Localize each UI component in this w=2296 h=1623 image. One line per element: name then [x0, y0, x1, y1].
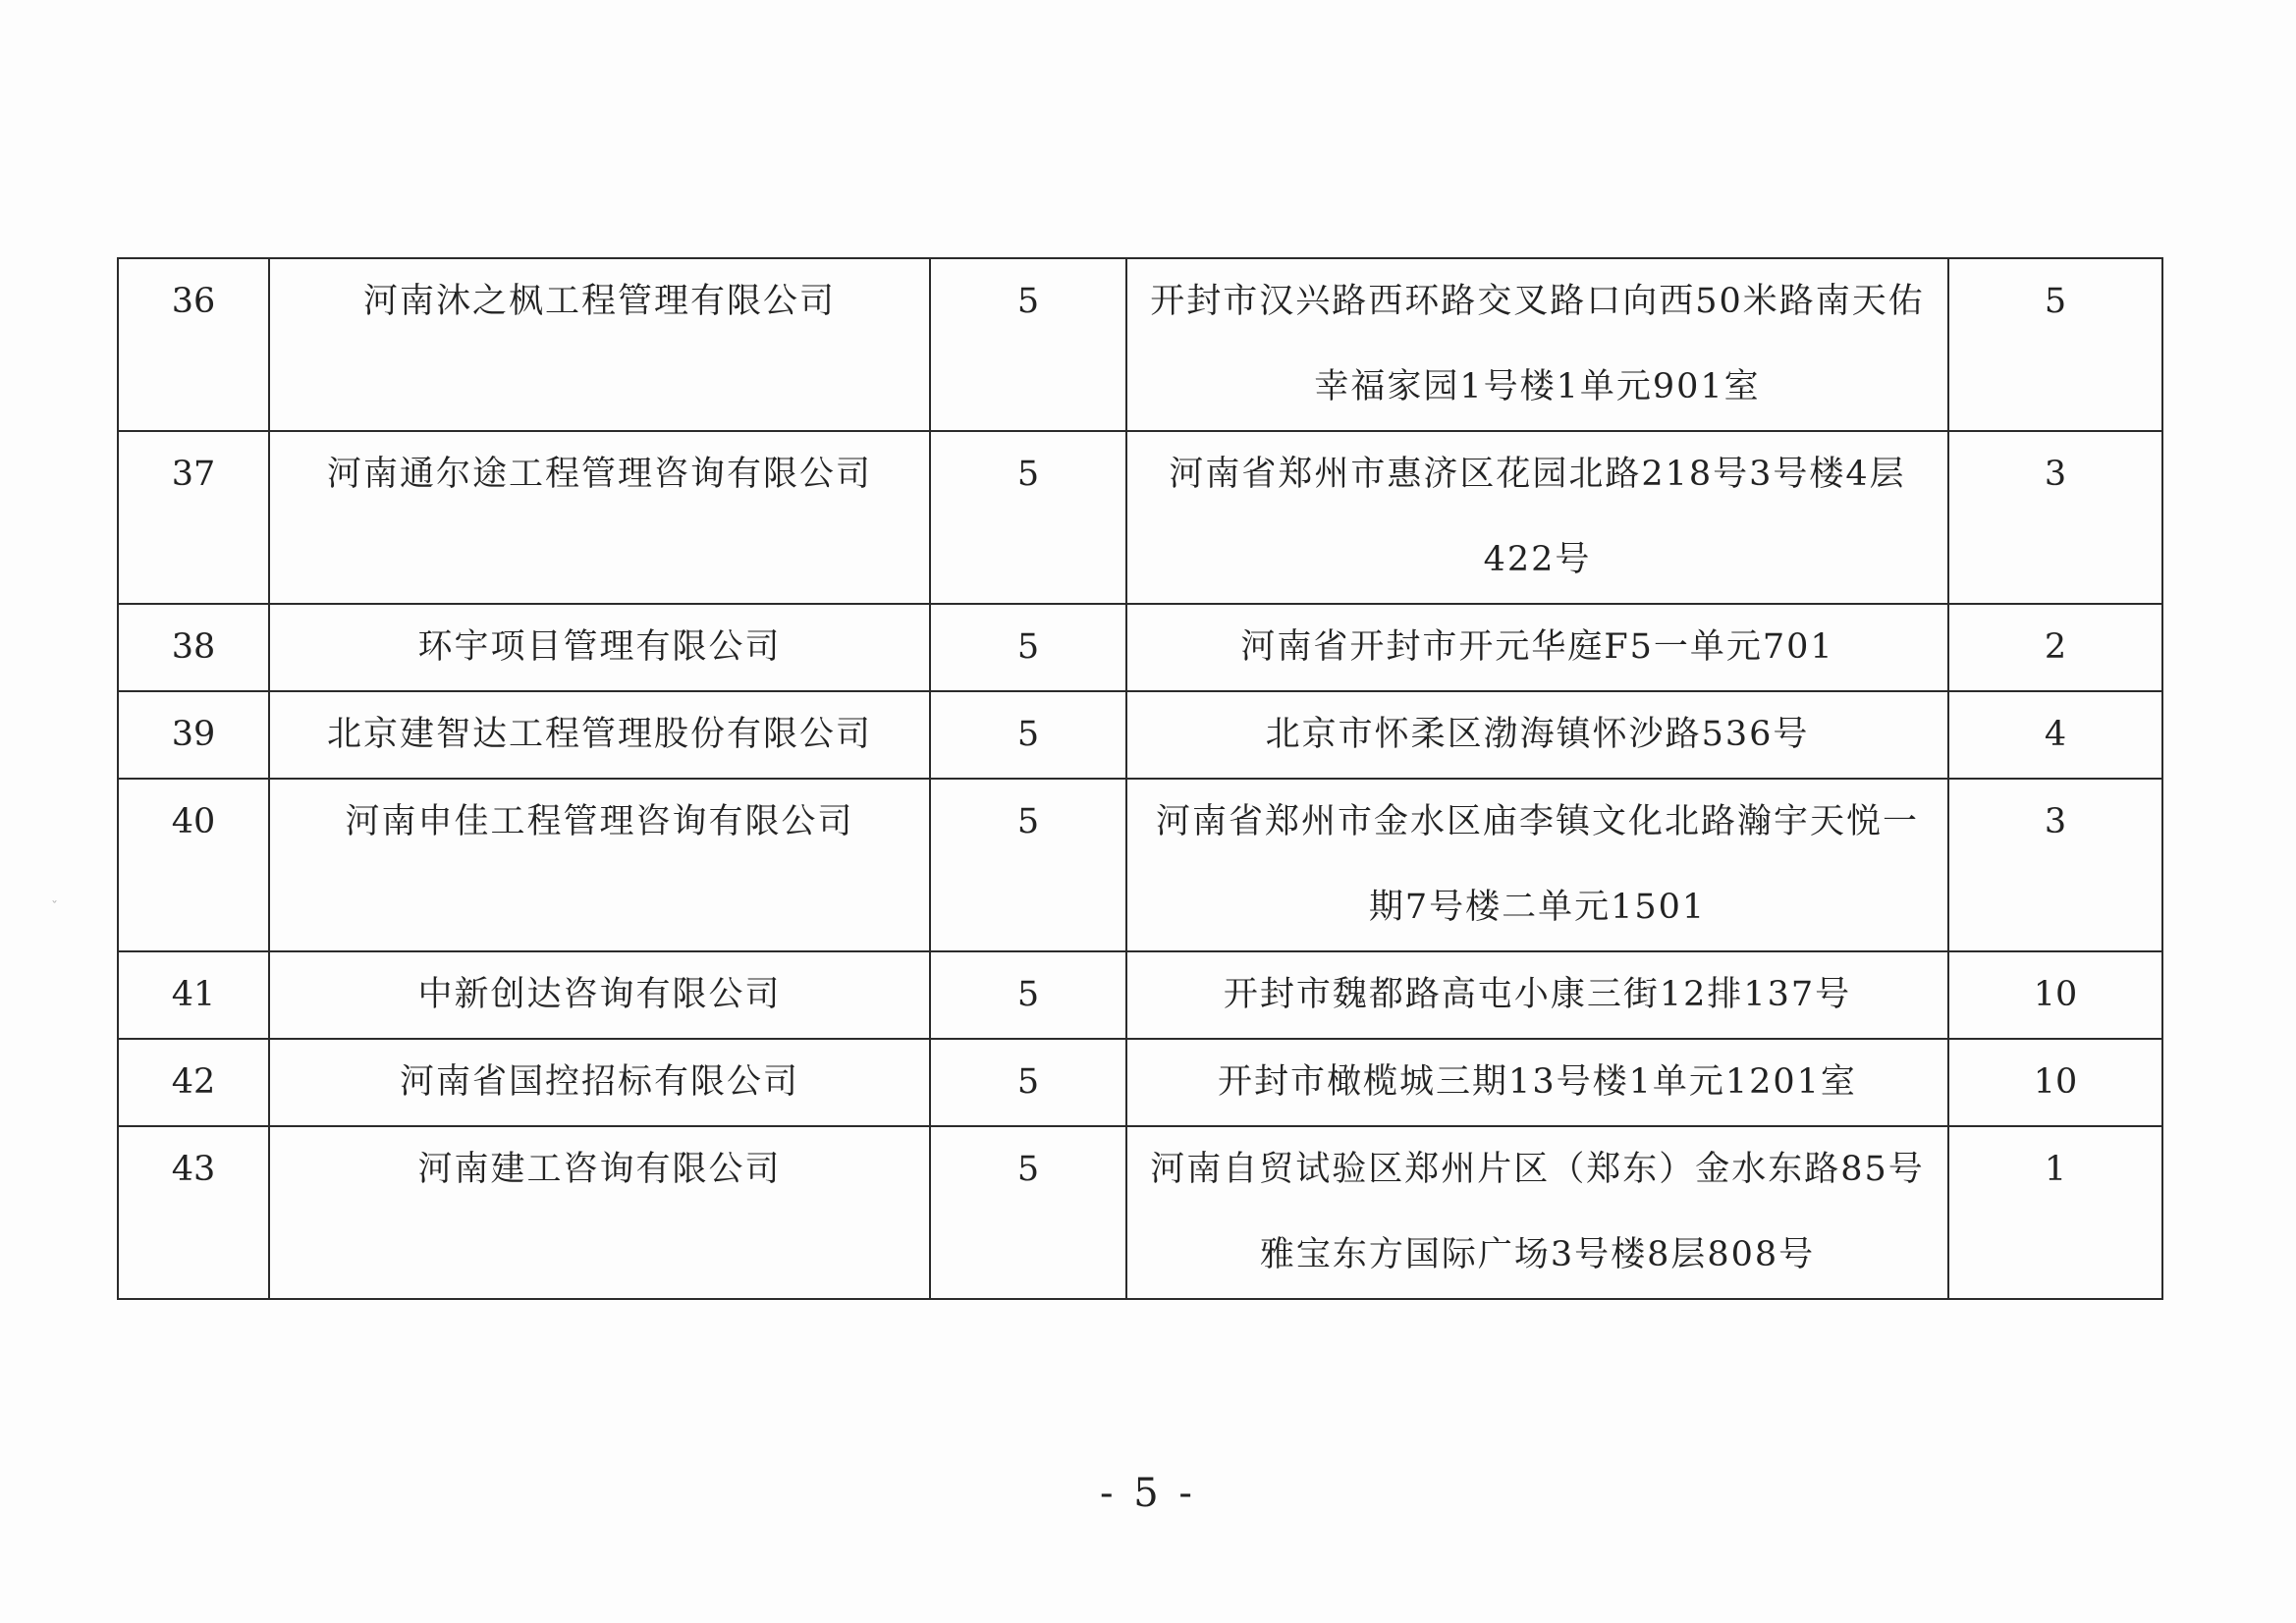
company-address: 开封市橄榄城三期13号楼1单元1201室 — [1126, 1039, 1948, 1126]
company-address: 河南自贸试验区郑州片区（郑东）金水东路85号雅宝东方国际广场3号楼8层808号 — [1126, 1126, 1948, 1299]
count-value: 5 — [930, 258, 1126, 431]
row-number: 39 — [118, 691, 269, 779]
score-value: 3 — [1948, 779, 2162, 951]
page-number: - 5 - — [1100, 1471, 1196, 1516]
score-value: 10 — [1948, 1039, 2162, 1126]
table-row — [118, 1039, 2162, 1126]
row-number: 40 — [118, 779, 269, 951]
count-value: 5 — [930, 1039, 1126, 1126]
score-value: 1 — [1948, 1126, 2162, 1299]
count-value: 5 — [930, 951, 1126, 1039]
count-value: 5 — [930, 779, 1126, 951]
score-value: 10 — [1948, 951, 2162, 1039]
score-value: 5 — [1948, 258, 2162, 431]
row-number: 37 — [118, 431, 269, 604]
company-name: 河南省国控招标有限公司 — [269, 1039, 930, 1126]
row-number: 38 — [118, 604, 269, 691]
count-value: 5 — [930, 431, 1126, 604]
company-address: 河南省郑州市惠济区花园北路218号3号楼4层422号 — [1126, 431, 1948, 604]
score-value: 2 — [1948, 604, 2162, 691]
score-value: 3 — [1948, 431, 2162, 604]
table-row — [118, 951, 2162, 1039]
count-value: 5 — [930, 1126, 1126, 1299]
count-value: 5 — [930, 604, 1126, 691]
scan-mark: ˇ — [51, 899, 58, 915]
table-row — [118, 431, 2162, 604]
company-name: 河南沐之枫工程管理有限公司 — [269, 258, 930, 431]
company-address: 河南省郑州市金水区庙李镇文化北路瀚宇天悦一期7号楼二单元1501 — [1126, 779, 1948, 951]
table-row — [118, 258, 2162, 431]
company-address: 北京市怀柔区渤海镇怀沙路536号 — [1126, 691, 1948, 779]
row-number: 36 — [118, 258, 269, 431]
company-address: 开封市汉兴路西环路交叉路口向西50米路南天佑幸福家园1号楼1单元901室 — [1126, 258, 1948, 431]
table-row — [118, 604, 2162, 691]
company-address: 开封市魏都路高屯小康三街12排137号 — [1126, 951, 1948, 1039]
company-roster-table — [117, 257, 2163, 1300]
company-name: 河南通尔途工程管理咨询有限公司 — [269, 431, 930, 604]
table-row — [118, 779, 2162, 951]
company-name: 环宇项目管理有限公司 — [269, 604, 930, 691]
company-name: 北京建智达工程管理股份有限公司 — [269, 691, 930, 779]
table-row — [118, 691, 2162, 779]
company-name: 河南建工咨询有限公司 — [269, 1126, 930, 1299]
table-row — [118, 1126, 2162, 1299]
row-number: 42 — [118, 1039, 269, 1126]
row-number: 41 — [118, 951, 269, 1039]
row-number: 43 — [118, 1126, 269, 1299]
score-value: 4 — [1948, 691, 2162, 779]
company-address: 河南省开封市开元华庭F5一单元701 — [1126, 604, 1948, 691]
company-name: 中新创达咨询有限公司 — [269, 951, 930, 1039]
company-name: 河南申佳工程管理咨询有限公司 — [269, 779, 930, 951]
count-value: 5 — [930, 691, 1126, 779]
